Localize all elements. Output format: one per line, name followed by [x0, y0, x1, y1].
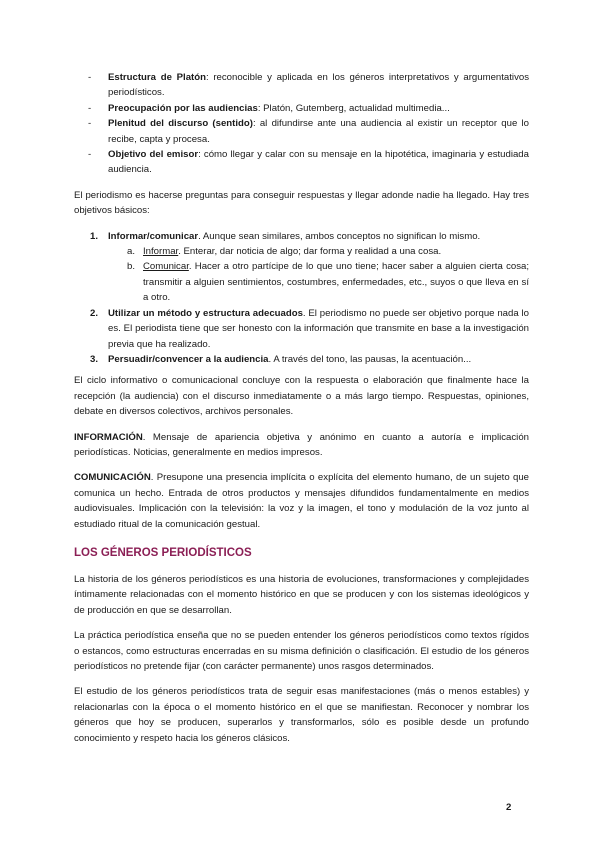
subitem-term: Informar	[143, 246, 179, 258]
bullet-text: : al difundirse ante una audiencia al existir un receptor que lo recibe, capta y procesa.	[108, 118, 529, 145]
bullet-text: : reconocible y aplicada en los géneros interpretativos y argumentativos periodísticos.	[108, 72, 529, 99]
number-marker: 1.	[90, 230, 99, 242]
objective-text: . A través del tono, las pausas, la acentuación...	[268, 353, 472, 365]
list-item	[74, 306, 529, 352]
objective-term: Utilizar un método y estructura adecuados	[108, 307, 303, 319]
objective-term: Persuadir/convencer a la audiencia	[108, 353, 269, 365]
informacion-text: . Mensaje de apariencia objetiva y anónimo en cuanto a autoría e implicación periodísticas. Noticias, generalmente en medios impresos.	[74, 431, 529, 458]
subitem-text: . Enterar, dar noticia de algo; dar forma y realidad a una cosa.	[178, 246, 442, 258]
section-paragraph: La práctica periodística enseña que no se pueden entender los géneros periodísticos como textos rígidos o estancos, como estructuras encerradas en su misma definición o clasificación. El estudio de los géneros periodísticos no pretende fijar (con carácter permanente) unos rasgos determinados.	[74, 630, 529, 672]
bullet-term: Objetivo del emisor	[108, 149, 199, 161]
bullet-text: : Platón, Gutemberg, actualidad multimedia...	[257, 102, 450, 114]
cycle-paragraph: El ciclo informativo o comunicacional concluye con la respuesta o elaboración que finalmente hace la recepción (la audiencia) con el discurso inmediatamente o a más largo tiempo. Respuestas, opiniones, debate en diversos colectivos, archivos personales.	[74, 375, 529, 418]
subitem-text: . Hacer a otro partícipe de lo que uno tiene; hacer saber a alguien cierta cosa; transmitir a alguien sentimientos, costumbres, enfermedades, etc., suyos o que lleva en sí a otro.	[143, 261, 529, 304]
bullet-term: Preocupación por las audiencias	[108, 102, 258, 114]
objectives-list	[74, 229, 529, 368]
list-item	[74, 352, 529, 367]
list-item	[108, 259, 529, 305]
sub-list	[108, 244, 529, 306]
comunicacion-paragraph	[74, 470, 529, 532]
bullet-text: : cómo llegar y calar con su mensaje en la hipotética, imaginaria y estudiada audiencia.	[108, 149, 529, 176]
page-content	[74, 70, 529, 756]
subitem-term: Comunicar	[143, 261, 189, 273]
objective-text: . El periodismo no puede ser objetivo porque nada lo es. El periodista tiene que ser honesto con la información que transmite en base a la investigación previa que ha realizado.	[108, 307, 529, 350]
section-paragraph: El estudio de los géneros periodísticos trata de seguir esas manifestaciones (más o menos estables) y relacionarlas con la época o el momento histórico en el que se manifiestan. Reconocer y nombrar los géneros que hoy se producen, superarlos y transformarlos, sólo es posible desde un profundo conocimiento y respeto hacia los géneros clásicos.	[74, 686, 529, 744]
list-item	[74, 70, 529, 101]
list-item	[74, 116, 529, 147]
number-marker: 2.	[90, 307, 99, 319]
list-item	[108, 244, 529, 259]
dash-marker: -	[88, 118, 92, 130]
objective-text: . Aunque sean similares, ambos conceptos no significan lo mismo.	[198, 230, 481, 242]
intro-paragraph: El periodismo es hacerse preguntas para conseguir respuestas y llegar adonde nadie ha llegado. Hay tres objetivos básicos:	[74, 189, 529, 217]
comunicacion-term: COMUNICACIÓN	[74, 472, 151, 484]
dash-marker: -	[88, 72, 92, 83]
letter-marker: a.	[127, 246, 136, 258]
list-item	[74, 101, 529, 116]
page-number: 2	[506, 802, 512, 813]
section-paragraph: La historia de los géneros periodísticos es una historia de evoluciones, transformaciones y complejidades íntimamente relacionadas con el momento histórico en que se producen y con los sistemas ideológicos y de producción en que se desarrollan.	[74, 573, 529, 616]
bullet-term: Plenitud del discurso (sentido)	[108, 118, 253, 130]
comunicacion-text: . Presupone una presencia implícita o explícita del elemento humano, de un sujeto que comunica un hecho. Entrada de otros productos y mensajes difundidos fundamentalmente en medios audiovisuales. Implicación con la televisión: la voz y la imagen, el tono y modulación de la voz junto al estudiado ritual de la comunicación gestual.	[74, 472, 529, 530]
objective-term: Informar/comunicar	[108, 230, 199, 242]
dash-marker: -	[88, 149, 92, 161]
dash-marker: -	[88, 102, 92, 114]
letter-marker: b.	[127, 261, 136, 273]
list-item	[74, 147, 529, 178]
informacion-term: INFORMACIÓN	[74, 431, 143, 443]
bullet-term: Estructura de Platón	[108, 72, 206, 83]
platon-bullet-list	[74, 70, 529, 178]
list-item	[74, 229, 529, 306]
informacion-paragraph	[74, 430, 529, 461]
section-heading: LOS GÉNEROS PERIODÍSTICOS	[74, 546, 252, 559]
number-marker: 3.	[90, 353, 99, 365]
